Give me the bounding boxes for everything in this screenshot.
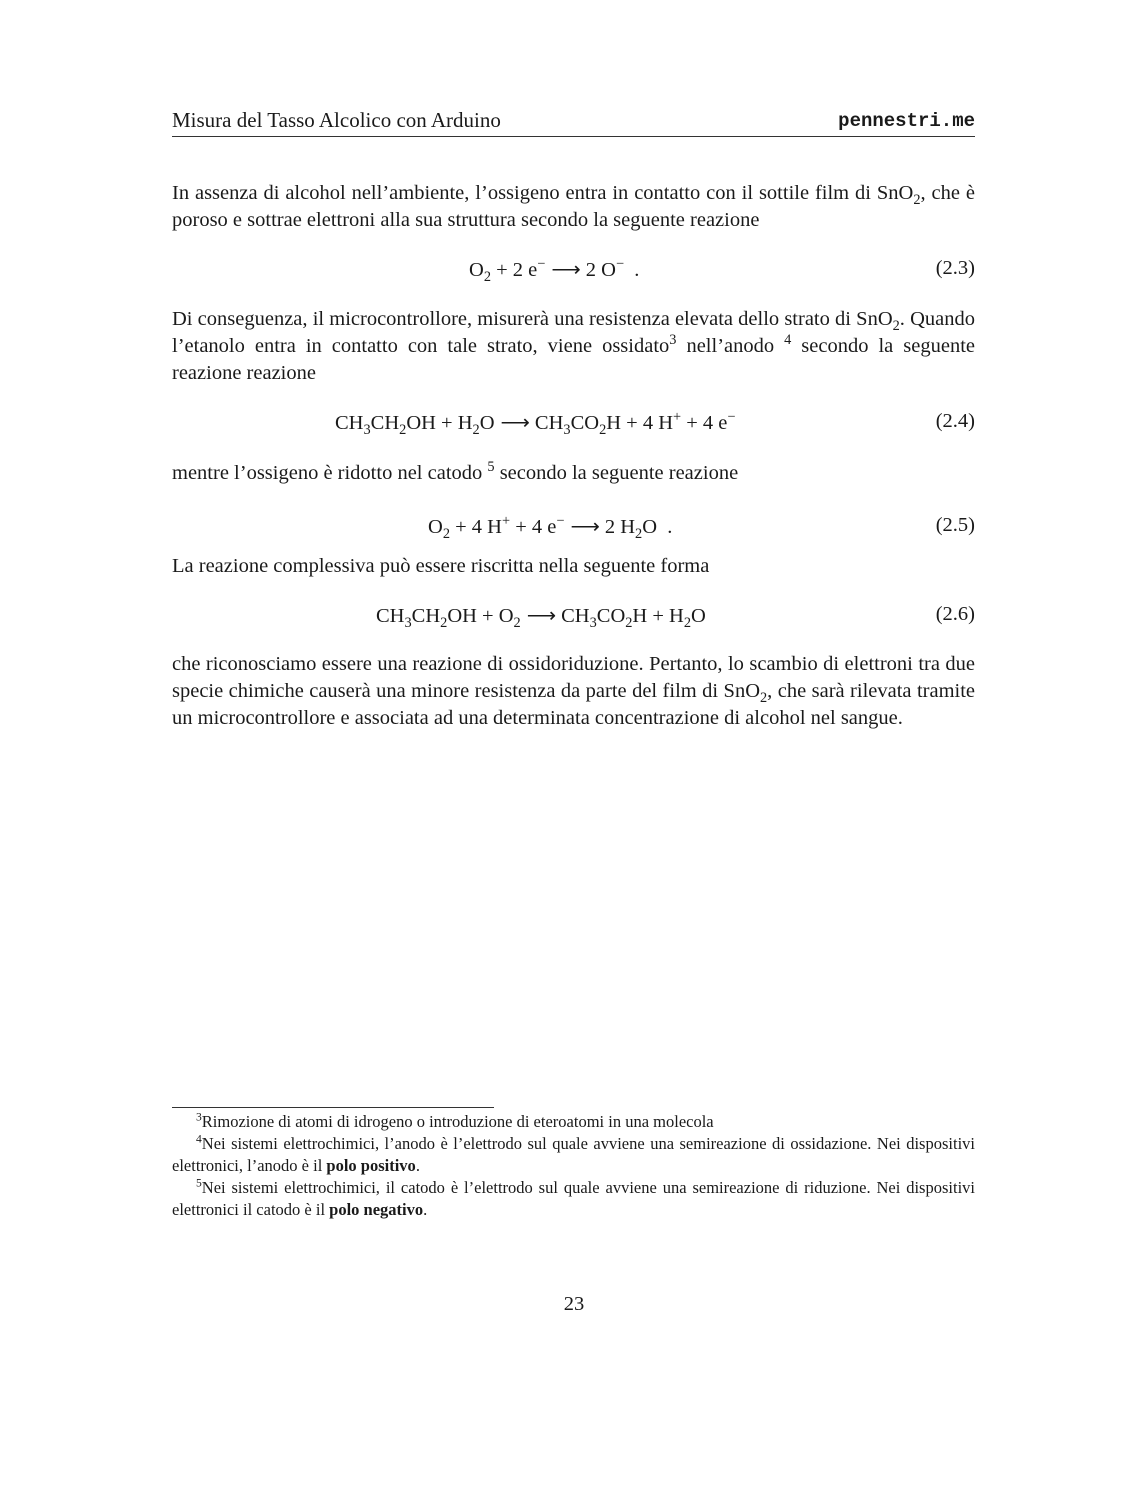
paragraph-1 <box>172 180 975 234</box>
equation-number: (2.3) <box>935 257 975 279</box>
footnote-text: . <box>415 1156 420 1175</box>
footnote-ref-4[interactable]: 4 <box>784 332 792 349</box>
equation-formula: $CH_3CH_2OH + O_2$ ⟶ $CH_3CO_2H + H_2O$ <box>376 605 706 632</box>
paragraph-text: In assenza di alcohol nell’ambiente, l’ossigeno entra in contatto con il sottile film di SnO <box>172 182 914 204</box>
paragraph-text: nell’anodo <box>676 335 785 357</box>
header-title: Misura del Tasso Alcolico con Arduino <box>172 108 501 132</box>
paragraph-4 <box>172 553 975 580</box>
equation-number: (2.5) <box>935 514 975 536</box>
equation-number: (2.4) <box>935 410 975 432</box>
paragraph-5 <box>172 651 975 732</box>
footnote-mark: 5 <box>196 1177 202 1190</box>
equation-formula: $O_2 + 2$ e− ⟶ 2 O− . <box>469 256 640 286</box>
paragraph-text: che riconosciamo essere una reazione di ossidoriduzione. Pertanto, lo scambio di elettroni tra due specie chimiche causerà una minore resistenza da parte del film di SnO <box>172 653 975 702</box>
paragraph-text: La reazione complessiva può essere riscritta nella seguente forma <box>172 555 710 577</box>
footnote-3 <box>172 1111 975 1133</box>
paragraph-text: . Quando l’etanolo entra in contatto con tale strato, viene ossidato <box>172 308 975 357</box>
subscript: 2 <box>913 192 921 209</box>
equation-formula: $O_2 + 4$ H+ + 4 e− ⟶ 2 $H_2O$ . <box>428 513 673 543</box>
paragraph-text: secondo la seguente reazione reazione <box>172 335 975 384</box>
subscript: 2 <box>760 690 768 707</box>
footnote-bold: polo positivo <box>326 1156 416 1175</box>
footnote-bold: polo negativo <box>329 1200 424 1219</box>
equation-2-4 <box>172 410 975 440</box>
footnotes <box>172 1111 975 1221</box>
header-site: pennestri.me <box>838 110 975 132</box>
paragraph-3 <box>172 460 975 487</box>
footnote-text: . <box>423 1200 428 1219</box>
footnote-rule <box>172 1107 494 1108</box>
paragraph-text: secondo la seguente reazione <box>494 462 739 484</box>
equation-number: (2.6) <box>935 603 975 625</box>
equation-formula: $CH_3CH_2OH + H_2O$ ⟶ $CH_3CO_2H + 4$ H+ + 4 e− <box>335 409 736 439</box>
subscript: 2 <box>892 318 900 335</box>
page-number: 23 <box>563 1293 585 1315</box>
paragraph-text: , che è poroso e sottrae elettroni alla sua struttura secondo la seguente reazione <box>172 182 975 231</box>
footnote-mark: 4 <box>196 1133 202 1146</box>
equation-2-3 <box>172 257 975 287</box>
footnote-4 <box>172 1133 975 1177</box>
equation-2-5 <box>172 514 975 544</box>
footnote-text: Rimozione di atomi di idrogeno o introduzione di eteroatomi in una molecola <box>201 1112 714 1131</box>
footnote-ref-5[interactable]: 5 <box>487 459 495 476</box>
paragraph-text: Di conseguenza, il microcontrollore, misurerà una resistenza elevata dello strato di SnO <box>172 308 893 330</box>
paragraph-text: mentre l’ossigeno è ridotto nel catodo <box>172 462 488 484</box>
footnote-text: Nei sistemi elettrochimici, l’anodo è l’elettrodo sul quale avviene una semireazione di ossidazione. Nei dispositivi elettronici, l’anodo è il <box>172 1134 975 1175</box>
footnote-text: Nei sistemi elettrochimici, il catodo è l’elettrodo sul quale avviene una semireazione di riduzione. Nei dispositivi elettronici il catodo è il <box>172 1178 975 1219</box>
footnote-5 <box>172 1177 975 1221</box>
equation-2-6 <box>172 603 975 633</box>
running-header <box>172 108 975 137</box>
paragraph-2 <box>172 306 975 387</box>
paragraph-text: , che sarà rilevata tramite un microcontrollore e associata ad una determinata concentrazione di alcohol nel sangue. <box>172 680 976 729</box>
footnote-mark: 3 <box>196 1111 202 1124</box>
footnote-ref-3[interactable]: 3 <box>669 332 677 349</box>
